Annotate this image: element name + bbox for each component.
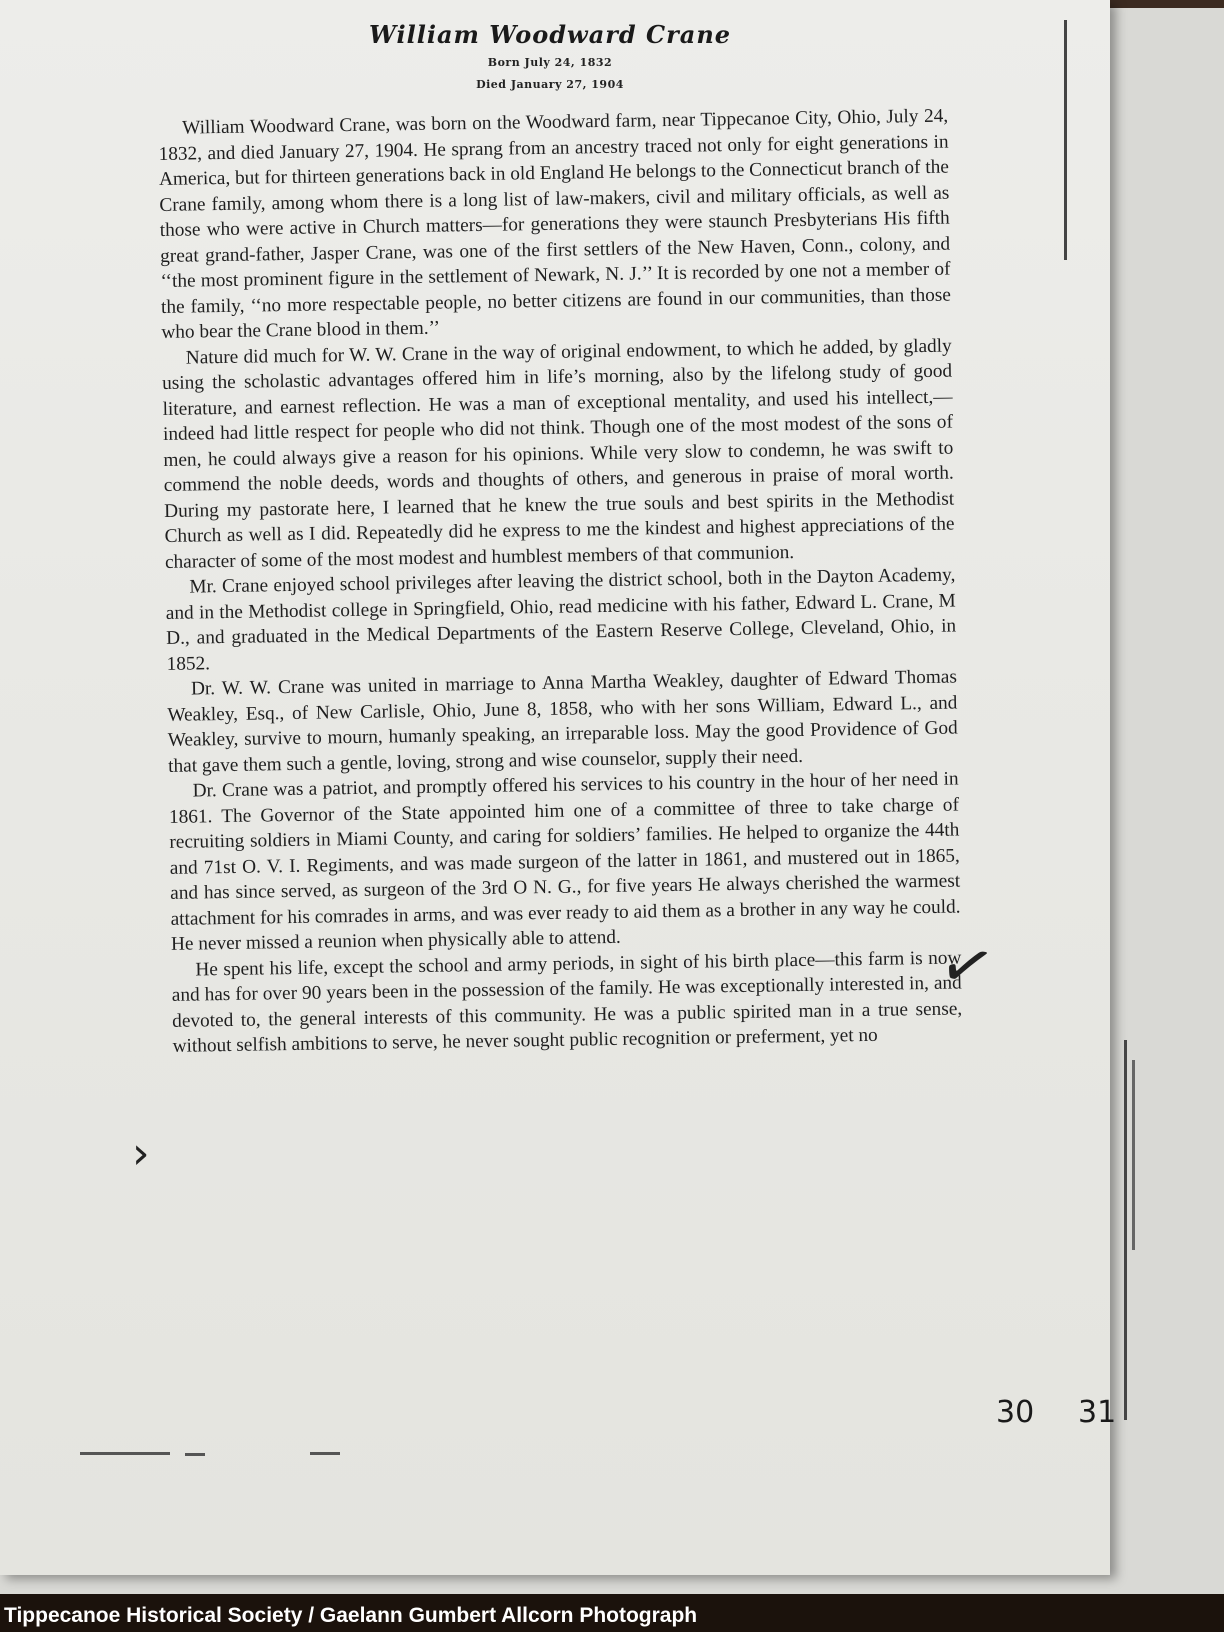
handwritten-arrow-icon: › <box>132 1128 150 1179</box>
paragraph-3: Mr. Crane enjoyed school privileges after leaving the district school, both in the Dayton Academy, and in the Methodist college in Springfield, Ohio, read medicine with his father, Edward L. Crane, M D., and graduated in the Medical Departments of the Eastern Reserve College, Cleveland, Ohio, in 1852. <box>165 564 957 675</box>
page-number-30: 30 <box>996 1395 1035 1430</box>
page-edge-shadow <box>1132 1060 1135 1250</box>
paragraph-4: Dr. W. W. Crane was united in marriage to Anna Martha Weakley, daughter of Edward Thomas Weakley, Esq., of New Carlisle, Ohio, June 8, 1858, who with her sons William, Edward L., and Weakley, survive to mourn, humanly speaking, an irreparable loss. May the good Providence of God that gave them such a gentle, loving, strong and wise counselor, supply their need. <box>167 666 958 777</box>
print-smudge <box>310 1452 340 1455</box>
handwritten-checkmark-icon: ✓ <box>931 924 1003 1010</box>
paragraph-2: Nature did much for W. W. Crane in the way of original endowment, to which he added, by gladly using the scholastic advantages offered him in life’s morning, also by the lifelong study of good literature, and earnest reflection. He was a man of exceptional mentality, and used his intellect,— indeed had little respect for people who did not think. Though one of the most modest of the sons of men, he could always give a reason for his opinions. While very slow to condemn, he was swift to commend the noble deeds, words and thoughts of others, and generous in praise of moral worth. During my pastorate here, I learned that he knew the true souls and best spirits in the Methodist Church as well as I did. Repeatedly did he express to me the kindest and highest appreciations of the character of some of the most modest and humblest members of that communion. <box>162 335 955 573</box>
page-title: William Woodward Crane <box>368 20 732 49</box>
paragraph-6: He spent his life, except the school and army periods, in sight of his birth place—this farm is now and has for over 90 years been in the possession of the family. He was exceptionally interested in, and devoted to, the general interests of this community. He was a public spirited man in a true sense, without selfish ambitions to serve, he never sought public recognition or preferment, yet no <box>171 946 963 1057</box>
body-text <box>158 104 963 1060</box>
paragraph-5: Dr. Crane was a patriot, and promptly offered his services to his country in the hour of her need in 1861. The Governor of the State appointed him one of a committee of three to take charge of recruiting soldiers in Miami County, and caring for soldiers’ families. He helped to organize the 44th and 71st O. V. I. Regiments, and was made surgeon of the latter in 1861, and mustered out in 1865, and has since served, as surgeon of the 3rd O N. G., for five years He always cherished the warmest attachment for his comrades in arms, and was ever ready to aid them as a brother in any way he could. He never missed a reunion when physically able to attend. <box>168 768 961 955</box>
paragraph-1: William Woodward Crane, was born on the Woodward farm, near Tippecanoe City, Ohio, July 24, 1832, and died January 27, 1904. He sprang from an ancestry traced not only for eight generations in America, but for thirteen generations back in old England He belongs to the Connecticut branch of the Crane family, among whom there is a long list of law-makers, civil and military officials, as well as those who were active in Church matters—for generations they were staunch Presbyterians His fifth great grand-father, Jasper Crane, was one of the first settlers of the New Haven, Conn., colony, and ‘‘the most prominent figure in the settlement of Newark, N. J.’’ It is recorded by one not a member of the family, ‘‘no more respectable people, no better citizens are found in our communities, than those who bear the Crane blood in them.’’ <box>158 105 952 343</box>
photo-caption: Tippecanoe Historical Society / Gaelann Gumbert Allcorn Photograph <box>4 1604 698 1627</box>
died-date: Died January 27, 1904 <box>476 78 624 91</box>
page-number-31: 31 <box>1078 1395 1117 1430</box>
page-edge-shadow <box>1064 20 1067 260</box>
print-smudge <box>80 1452 170 1455</box>
print-smudge <box>185 1453 205 1456</box>
page-edge-shadow <box>1124 1040 1127 1420</box>
born-date: Born July 24, 1832 <box>487 56 613 69</box>
